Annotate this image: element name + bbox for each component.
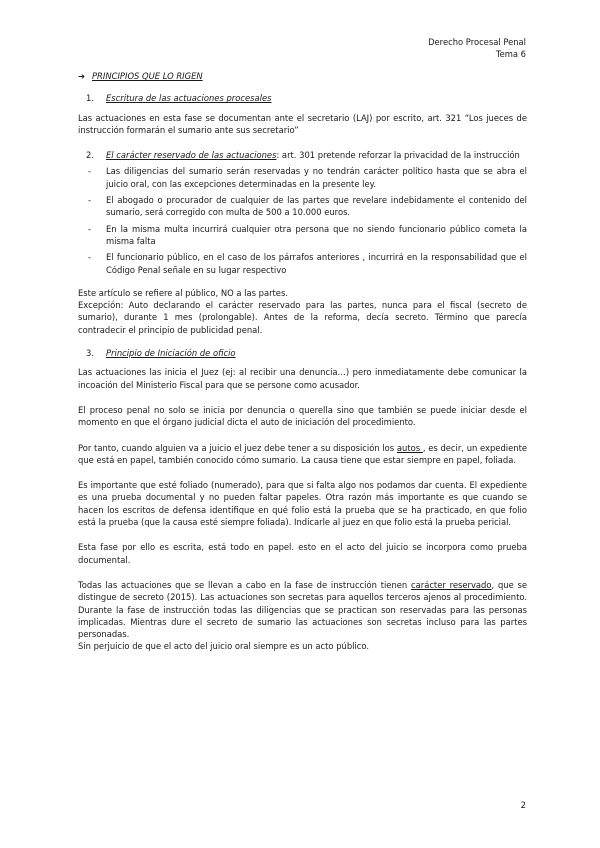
course-title: Derecho Procesal Penal: [428, 37, 526, 47]
underlined-term: autos: [396, 442, 423, 453]
page-header: [428, 36, 526, 60]
heading-number: 3.: [86, 348, 94, 359]
paragraph-proceso-penal: El proceso penal no solo se inicia por denuncia o querella sino que también se puede iniciar desde el momento en que el órgano judicial dicta el auto de iniciación del procedimiento.: [78, 404, 527, 428]
underlined-term: carácter reservado: [411, 579, 492, 590]
list-item: - En la misma multa incurrirá cualquier otra persona que no siendo funcionario público cometa la misma falta: [88, 223, 527, 246]
heading-suffix: : art. 301 pretende reforzar la privacidad de la instrucción: [276, 150, 520, 161]
section-title: PRINCIPIOS QUE LO RIGEN: [92, 71, 203, 81]
exception-paragraph: Excepción: Auto declarando el carácter reservado para las partes, nunca para el fiscal (secreto de sumario), durante 1 mes (prolongable). Antes de la reforma, decía secreto. Término que parecía contradecir el principio de publicidad penal.: [78, 300, 527, 335]
arrow-icon: ➔: [78, 71, 86, 81]
bullet-list: [78, 165, 527, 275]
heading-title: Escritura de las actuaciones procesales: [106, 93, 272, 104]
paragraph-autos: Por tanto, cuando alguien va a juicio el juez debe tener a su disposición los autos , es decir, un expediente que está en papel, también conocido cómo sumario. La causa tiene que estar siempre en papel, foliada.: [78, 442, 527, 465]
paragraph-escritura: Las actuaciones en esta fase se documentan ante el secretario (LAJ) por escrito, art. 321 “Los jueces de instrucción formarán el sumario ante sus secretario”: [78, 112, 527, 135]
paragraph-juicio-oral: Sin perjuicio de que el acto del juicio oral siempre es un acto público.: [78, 641, 370, 652]
heading-iniciacion-oficio: [78, 347, 527, 359]
paragraph-caracter-reservado: Todas las actuaciones que se llevan a cabo en la fase de instrucción tienen carácter reservado, que se distingue de secreto (2015). Las actuaciones son secretas para aquellos terceros ajenos al procedimiento. Durante la fase de instrucción todas las diligencias que se practican son reservadas para las personas implicadas. Mientras dure el secreto de sumario las actuaciones son secretas incluso para las partes personadas.: [78, 579, 528, 640]
paragraph-fase-escrita: Esta fase por ello es escrita, está todo en papel. esto en el acto del juicio se incorpora como prueba documental.: [78, 542, 527, 565]
heading-number: 2.: [86, 150, 94, 161]
note-paragraph: Este artículo se refiere al público, NO a las partes.: [78, 287, 288, 298]
heading-escritura: [78, 92, 527, 104]
page-number: 2: [520, 800, 526, 810]
paragraph-foliado: Es importante que esté foliado (numerado), para que si falta algo nos podamos dar cuenta. El expediente es una prueba documental y no pueden faltar papeles. Otra razón más importante es que cuando se hacen los escritos de defensa identifique en qué folio está la prueba que se ha practicado, en que folio está la prueba (que la causa esté siempre foliada). Indicarle al juez en que folio está la prueba pericial.: [78, 480, 527, 528]
topic-label: Tema 6: [495, 49, 526, 59]
heading-number: 1.: [86, 93, 94, 104]
heading-caracter-reservado: [78, 149, 527, 161]
list-item: - Las diligencias del sumario serán reservadas y no tendrán carácter político hasta que se abra el juicio oral, con las excepciones determinadas en la presente ley.: [88, 166, 527, 189]
section-heading: [78, 70, 527, 82]
list-item: - El abogado o procurador de cualquier de las partes que revelare indebidamente el contenido del sumario, será corregido con multa de 500 a 10.000 euros.: [88, 195, 527, 218]
heading-title: Principio de Iniciación de oficio: [106, 348, 236, 359]
heading-title: El carácter reservado de las actuaciones: [106, 150, 277, 161]
paragraph-inicia-juez: Las actuaciones las inicia el Juez (ej: al recibir una denuncia…) pero inmediatamente debe comunicar la incoación del Ministerio Fiscal para que se persone como acusador.: [78, 367, 527, 390]
list-item: - El funcionario público, en el caso de los párrafos anteriores , incurrirá en la responsabilidad que el Código Penal señale en su lugar respectivo: [88, 252, 527, 275]
document-body: [78, 70, 527, 653]
